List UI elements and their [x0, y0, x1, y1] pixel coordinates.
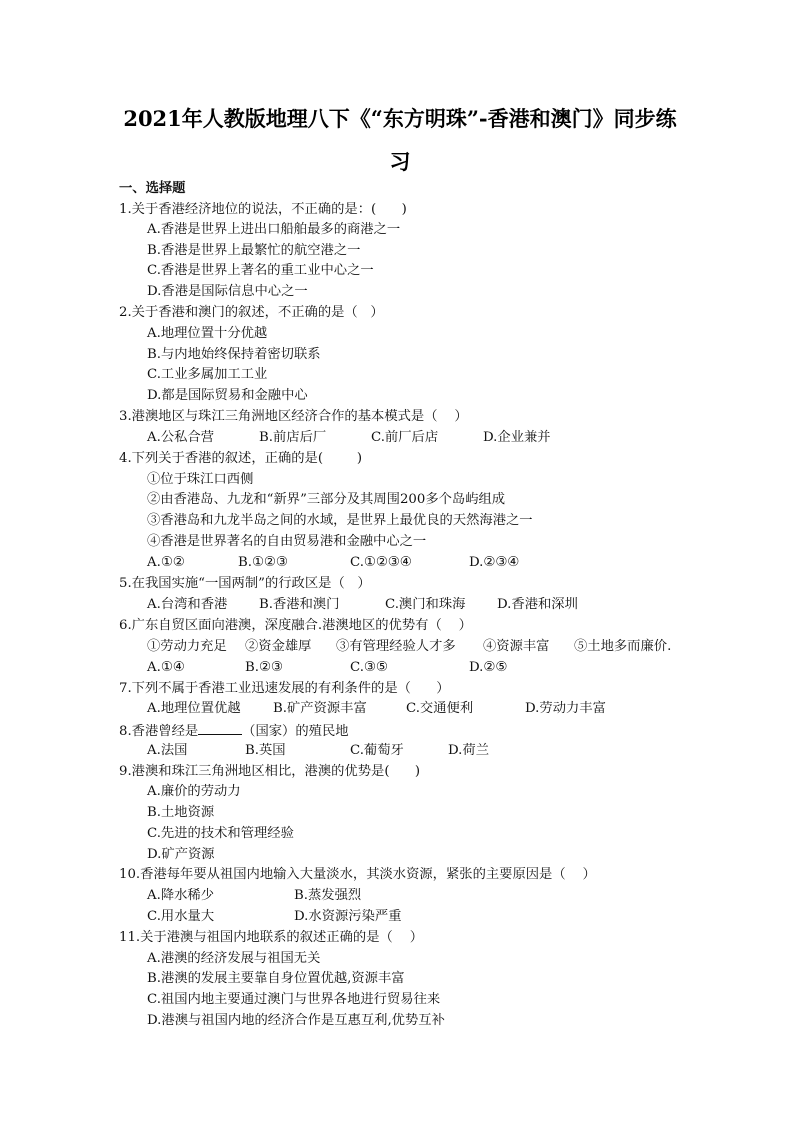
q11-option-d: D.港澳与祖国内地的经济合作是互惠互利,优势互补 — [147, 1013, 445, 1028]
q6-statement-3: ③有管理经验人才多 — [336, 639, 456, 654]
q6-option-a: A.①④ — [147, 660, 185, 675]
q11-option-b: B.港澳的发展主要靠自身位置优越,资源丰富 — [147, 971, 405, 986]
q6-statement-1: ①劳动力充足 — [147, 639, 227, 654]
q8-stem-start: 8.香港曾经是 — [119, 724, 199, 739]
q8-option-d: D.荷兰 — [448, 743, 490, 758]
question-7: 7.下列不属于香港工业迅速发展的有利条件的是（ ） — [119, 681, 450, 696]
q1-option-a: A.香港是世界上进出口船舶最多的商港之一 — [147, 222, 401, 237]
q2-option-c: C.工业多属加工工业 — [147, 367, 268, 382]
document-title-continued: 习 — [389, 149, 411, 174]
q3-option-c: C.前厂后店 — [371, 430, 439, 445]
q3-option-a: A.公私合营 — [147, 430, 215, 445]
question-5: 5.在我国实施“一国两制”的行政区是（ ） — [119, 576, 371, 591]
q6-option-d: D.②⑤ — [469, 660, 508, 675]
q4-statement-1: ①位于珠江口西侧 — [147, 472, 254, 487]
q5-option-b: B.香港和澳门 — [259, 597, 340, 612]
document-title: 2021年人教版地理八下《“东方明珠”-香港和澳门》同步练 — [123, 106, 677, 131]
q6-statement-4: ④资源丰富 — [483, 639, 550, 654]
q3-option-d: D.企业兼并 — [483, 430, 551, 445]
question-4: 4.下列关于香港的叙述，正确的是( ) — [119, 451, 363, 466]
q10-option-d: D.水资源污染严重 — [294, 909, 402, 924]
question-6: 6.广东自贸区面向港澳，深度融合.港澳地区的优势有（ ） — [119, 618, 472, 633]
q4-statement-2: ②由香港岛、九龙和“新界”三部分及其周围200多个岛屿组成 — [147, 492, 506, 507]
q4-statement-4: ④香港是世界著名的自由贸易港和金融中心之一 — [147, 534, 427, 549]
q1-option-b: B.香港是世界上最繁忙的航空港之一 — [147, 243, 361, 258]
q8-stem-end: （国家）的殖民地 — [242, 724, 349, 739]
q4-option-b: B.①②③ — [238, 555, 288, 570]
q8-option-b: B.英国 — [245, 743, 286, 758]
q1-option-c: C.香港是世界上著名的重工业中心之一 — [147, 263, 374, 278]
q8-option-c: C.葡萄牙 — [350, 743, 404, 758]
q6-option-c: C.③⑤ — [350, 660, 388, 675]
q10-option-a: A.降水稀少 — [147, 888, 215, 903]
q2-option-b: B.与内地始终保持着密切联系 — [147, 347, 321, 362]
question-11: 11.关于港澳与祖国内地联系的叙述正确的是（ ） — [119, 930, 423, 945]
q5-option-c: C.澳门和珠海 — [385, 597, 466, 612]
q7-option-b: B.矿产资源丰富 — [273, 701, 367, 716]
q7-option-d: D.劳动力丰富 — [525, 701, 606, 716]
q7-option-c: C.交通便利 — [406, 701, 474, 716]
q11-option-a: A.港澳的经济发展与祖国无关 — [147, 951, 321, 966]
question-3: 3.港澳地区与珠江三角洲地区经济合作的基本模式是（ ） — [119, 409, 468, 424]
q4-option-c: C.①②③④ — [350, 555, 412, 570]
fill-in-blank — [198, 721, 242, 735]
q7-option-a: A.地理位置优越 — [147, 701, 241, 716]
q11-option-c: C.祖国内地主要通过澳门与世界各地进行贸易往来 — [147, 992, 441, 1007]
q2-option-d: D.都是国际贸易和金融中心 — [147, 388, 308, 403]
question-9: 9.港澳和珠江三角洲地区相比，港澳的优势是( ) — [119, 764, 421, 779]
q1-option-d: D.香港是国际信息中心之一 — [147, 284, 308, 299]
q4-option-a: A.①② — [147, 555, 185, 570]
q4-option-d: D.②③④ — [469, 555, 520, 570]
q9-option-a: A.廉价的劳动力 — [147, 784, 241, 799]
q6-statement-5: ⑤土地多而廉价. — [574, 639, 672, 654]
q8-option-a: A.法国 — [147, 743, 188, 758]
q5-option-d: D.香港和深圳 — [497, 597, 578, 612]
section-heading: 一、选择题 — [119, 181, 186, 196]
q10-option-c: C.用水量大 — [147, 909, 215, 924]
q9-option-d: D.矿产资源 — [147, 847, 215, 862]
q9-option-c: C.先进的技术和管理经验 — [147, 826, 294, 841]
q4-statement-3: ③香港岛和九龙半岛之间的水域，是世界上最优良的天然海港之一 — [147, 513, 533, 528]
question-8 — [119, 721, 349, 741]
q3-option-b: B.前店后厂 — [259, 430, 327, 445]
question-10: 10.香港每年要从祖国内地输入大量淡水，其淡水资源，紧张的主要原因是（ ） — [119, 867, 596, 882]
q9-option-b: B.土地资源 — [147, 805, 215, 820]
q6-statement-2: ②资金雄厚 — [245, 639, 312, 654]
q2-option-a: A.地理位置十分优越 — [147, 326, 268, 341]
q6-option-b: B.②③ — [245, 660, 283, 675]
q10-option-b: B.蒸发强烈 — [294, 888, 362, 903]
question-2: 2.关于香港和澳门的叙述，不正确的是（ ） — [119, 305, 384, 320]
q5-option-a: A.台湾和香港 — [147, 597, 228, 612]
question-1: 1.关于香港经济地位的说法，不正确的是：( ) — [119, 202, 407, 217]
